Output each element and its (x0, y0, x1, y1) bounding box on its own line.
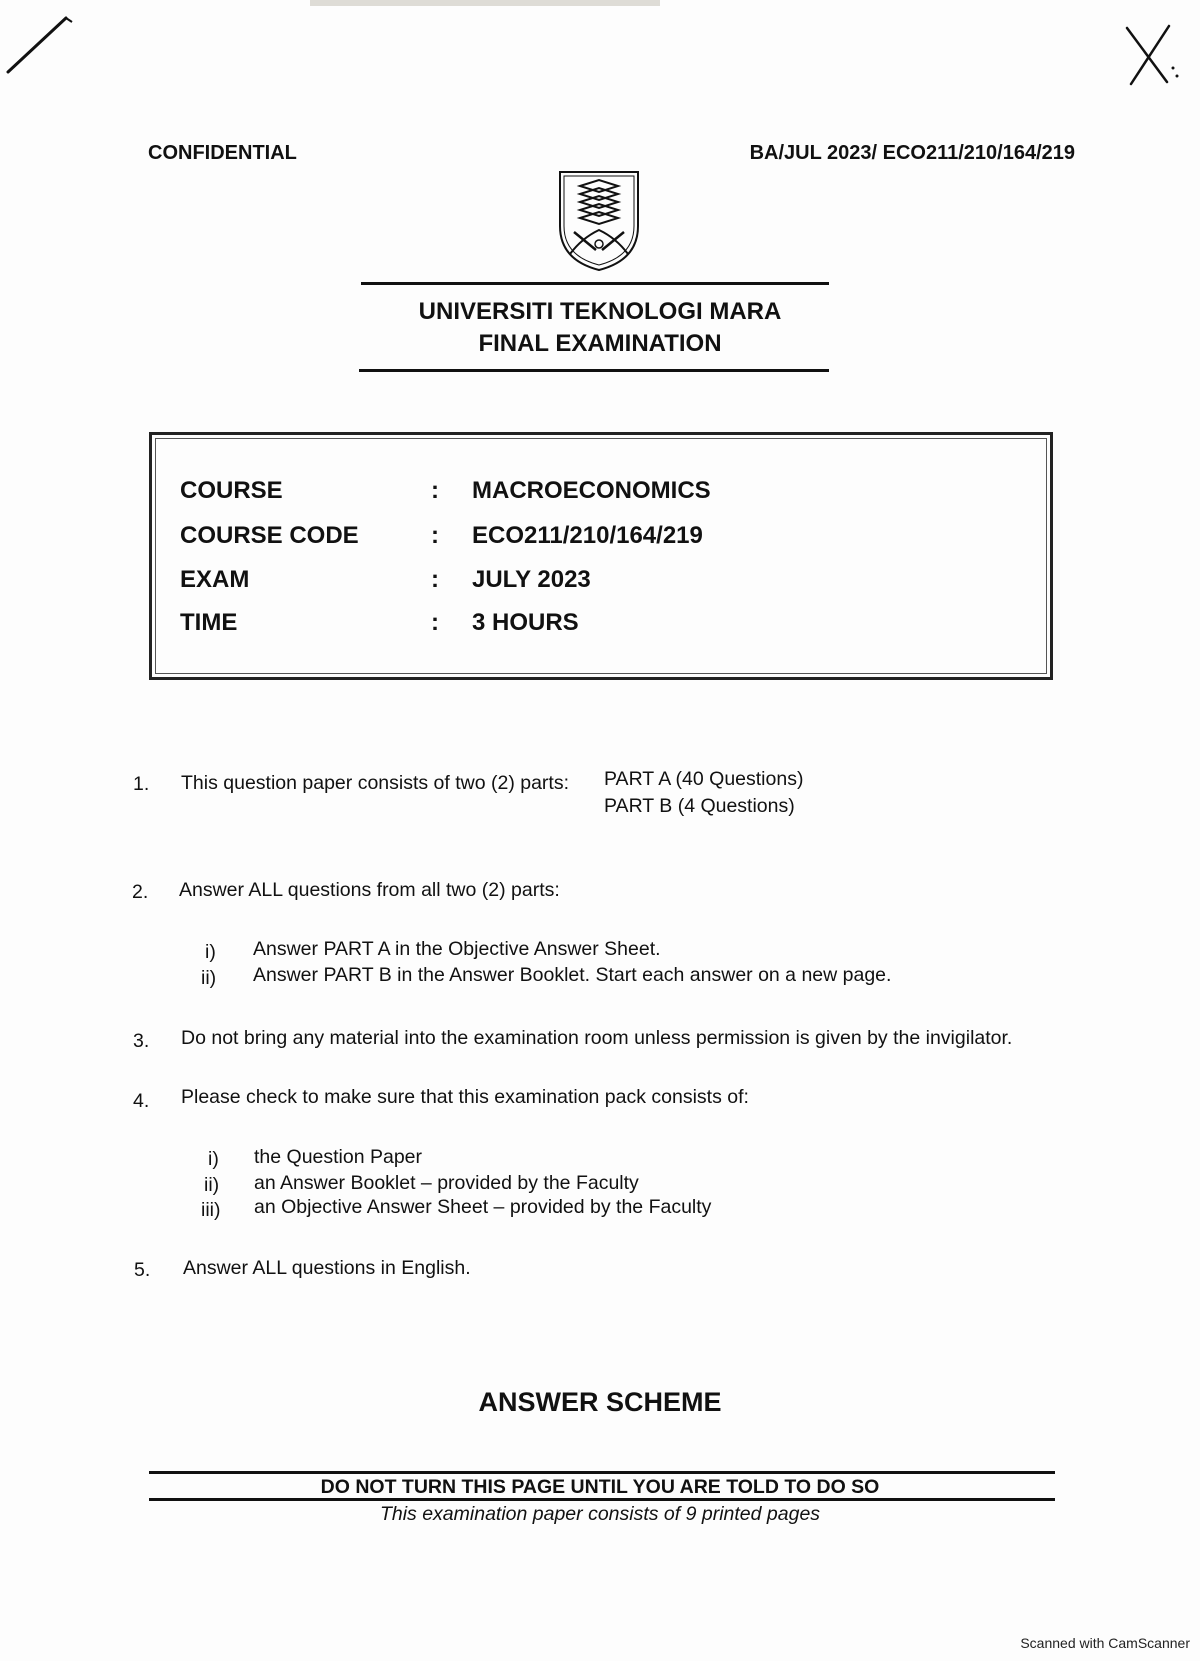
warning-bottom-rule (149, 1498, 1055, 1501)
sub-item-text: the Question Paper (254, 1146, 423, 1168)
page-count-note: This examination paper consists of 9 printed pages (379, 1503, 821, 1525)
sub-item-text: an Objective Answer Sheet – provided by the Faculty (254, 1196, 712, 1218)
do-not-turn-warning: DO NOT TURN THIS PAGE UNTIL YOU ARE TOLD TO DO SO (320, 1476, 880, 1498)
instruction-number: 2. (132, 881, 149, 903)
info-value: JULY 2023 (472, 566, 591, 593)
info-colon: : (431, 477, 439, 504)
title-top-rule (361, 282, 829, 285)
info-value: ECO211/210/164/219 (472, 522, 703, 549)
info-label: TIME (180, 609, 238, 636)
course-info-box (149, 432, 1053, 680)
instruction-number: 5. (134, 1259, 151, 1281)
info-value: MACROECONOMICS (472, 477, 711, 504)
sub-item-number: i) (208, 1148, 219, 1170)
sub-item-text: Answer PART A in the Objective Answer Sheet. (253, 938, 661, 960)
info-label: EXAM (180, 566, 250, 593)
sub-item-text: an Answer Booklet – provided by the Faculty (254, 1172, 639, 1194)
info-colon: : (431, 522, 439, 549)
sub-item-number: i) (205, 941, 216, 963)
title-bottom-rule (359, 369, 829, 372)
part-a-description: PART A (40 Questions) (604, 768, 804, 790)
scanner-watermark: Scanned with CamScanner (1020, 1635, 1190, 1651)
info-label: COURSE (180, 477, 283, 504)
info-label: COURSE CODE (180, 522, 359, 549)
sub-item-number: iii) (201, 1199, 221, 1221)
info-value: 3 HOURS (472, 609, 579, 636)
confidential-label: CONFIDENTIAL (148, 142, 297, 164)
scan-edge-artifact (310, 0, 660, 6)
instruction-number: 1. (133, 773, 150, 795)
instruction-4-text: Please check to make sure that this examination pack consists of: (181, 1086, 749, 1108)
document-reference: BA/JUL 2023/ ECO211/210/164/219 (749, 142, 1075, 164)
sub-item-number: ii) (204, 1174, 220, 1196)
university-crest-logo (556, 168, 642, 272)
part-b-description: PART B (4 Questions) (604, 795, 795, 817)
warning-top-rule (149, 1471, 1055, 1474)
instruction-2-text: Answer ALL questions from all two (2) parts: (179, 879, 560, 901)
handwritten-x-mark (1115, 18, 1195, 98)
sub-item-text: Answer PART B in the Answer Booklet. Start each answer on a new page. (253, 964, 892, 986)
instruction-1-text: This question paper consists of two (2) parts: (181, 772, 570, 794)
answer-scheme-heading: ANSWER SCHEME (478, 1387, 722, 1417)
exam-title: FINAL EXAMINATION (478, 330, 722, 357)
instruction-5-text: Answer ALL questions in English. (183, 1257, 471, 1279)
handwritten-slash-mark (0, 10, 80, 80)
instruction-number: 4. (133, 1090, 150, 1112)
instruction-number: 3. (133, 1030, 150, 1052)
info-colon: : (431, 566, 439, 593)
instruction-3-text: Do not bring any material into the examination room unless permission is given by the invigilator. (181, 1027, 1013, 1049)
university-name: UNIVERSITI TEKNOLOGI MARA (418, 298, 782, 325)
info-colon: : (431, 609, 439, 636)
sub-item-number: ii) (201, 967, 217, 989)
